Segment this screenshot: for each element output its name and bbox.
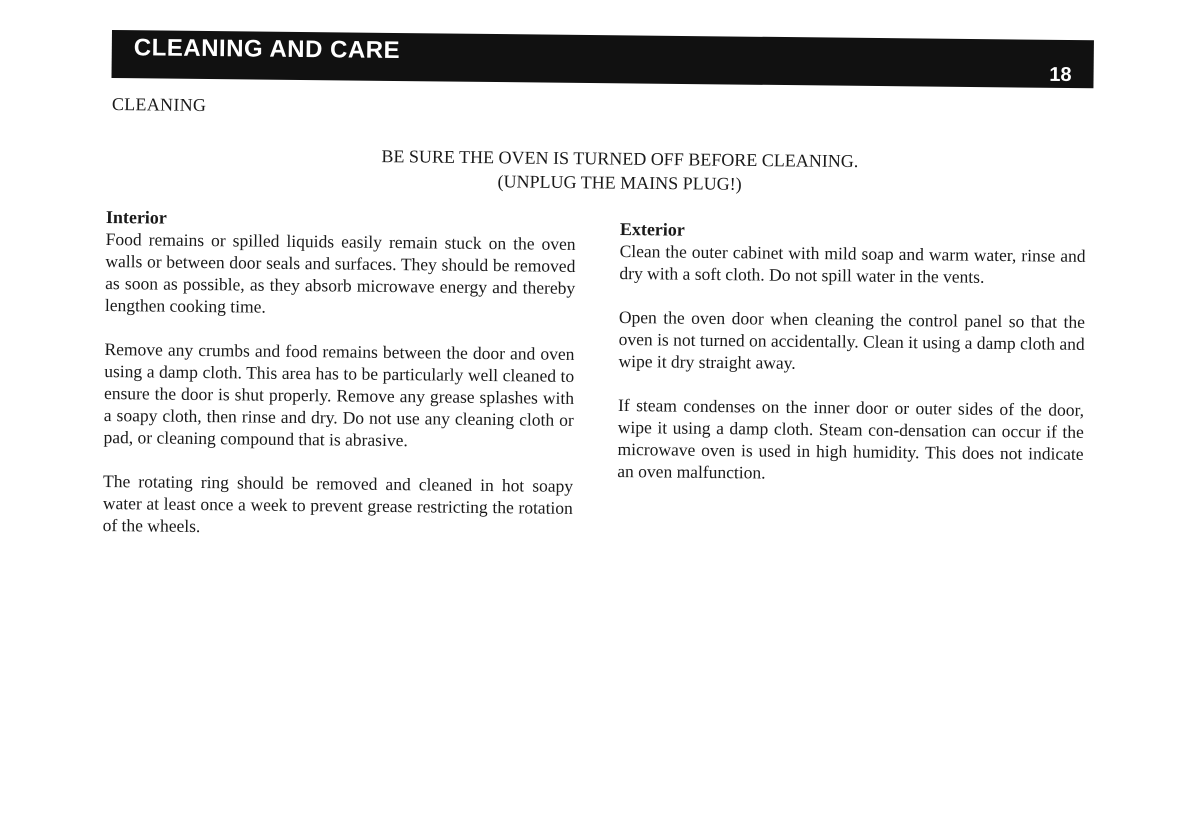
interior-paragraph: Food remains or spilled liquids easily remain stuck on the oven walls or between door seals and surfaces. They should be removed as soon as possible, as they absorb microwave energy and thereby lengthen cooking time. [104, 228, 576, 317]
interior-paragraph: The rotating ring should be removed and cleaned in hot soapy water at least once a week to prevent grease restricting the rotation of the wheels. [102, 470, 574, 537]
interior-heading: Interior [105, 206, 167, 228]
warning-line-1: BE SURE THE OVEN IS TURNED OFF BEFORE CLEANING. [381, 146, 859, 172]
header-bar [111, 30, 1093, 88]
interior-column [102, 206, 576, 563]
exterior-paragraph: Open the oven door when cleaning the control panel so that the oven is not turned on accidentally. Clean it using a damp cloth and wipe it dry straight away. [618, 306, 1086, 373]
exterior-column [617, 218, 1086, 509]
page-header-title: CLEANING AND CARE [133, 34, 401, 65]
interior-paragraph: Remove any crumbs and food remains between the door and oven using a damp cloth. This area has to be particularly well cleaned to ensure the door is shut properly. Remove any grease splashes with a soapy cloth, then rinse and dry. Do not use any cleaning cloth or pad, or cleaning compound that is abrasive. [103, 338, 575, 451]
safety-warning [179, 142, 1059, 199]
section-heading: CLEANING [111, 94, 207, 115]
exterior-paragraph: If steam condenses on the inner door or outer sides of the door, wipe it using a damp cloth. Steam con-densation can occur if the microwave oven is used in high humidity. This does not indicate an oven malfunction. [617, 394, 1085, 483]
exterior-paragraph: Clean the outer cabinet with mild soap and warm water, rinse and dry with a soft cloth. Do not spill water in the vents. [619, 240, 1086, 287]
page-number: 18 [1049, 63, 1072, 87]
exterior-heading: Exterior [619, 218, 685, 240]
warning-line-2: (UNPLUG THE MAINS PLUG!) [497, 171, 742, 194]
